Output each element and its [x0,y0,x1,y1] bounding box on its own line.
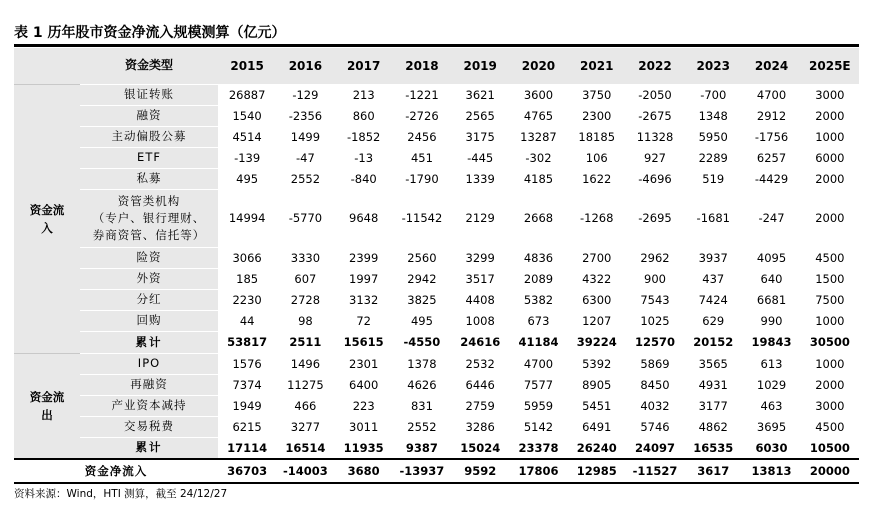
table-cell: 3177 [684,395,742,416]
table-row [14,353,859,374]
row-label: 主动偏股公募 [80,126,218,147]
table-cell: 2560 [393,247,451,268]
row-label: IPO [80,353,218,374]
row-label: 险资 [80,247,218,268]
table-cell: -1268 [568,189,626,247]
table-cell: 24616 [451,331,509,353]
header-year: 2022 [626,48,684,84]
table-cell: 213 [335,84,393,105]
table-cell: 26887 [218,84,276,105]
table-cell: 4408 [451,289,509,310]
table-cell: 2565 [451,105,509,126]
table-cell: 19843 [742,331,800,353]
table-cell: 20000 [801,459,859,483]
table-cell: -2356 [276,105,334,126]
table-cell: 6300 [568,289,626,310]
table-cell: 1499 [276,126,334,147]
table-cell: 613 [742,353,800,374]
table-cell: 3825 [393,289,451,310]
row-label: 外资 [80,268,218,289]
table-cell: -700 [684,84,742,105]
table-cell: 463 [742,395,800,416]
table-cell: 1622 [568,168,626,189]
table-cell: 6257 [742,147,800,168]
table-cell: 11935 [335,437,393,459]
table-cell: 5950 [684,126,742,147]
table-cell: -14003 [276,459,334,483]
table-cell: 5392 [568,353,626,374]
table-cell: -1756 [742,126,800,147]
total-row [14,437,859,459]
table-cell: 41184 [509,331,567,353]
table-cell: 2129 [451,189,509,247]
table-cell: 6000 [801,147,859,168]
total-row [14,331,859,353]
table-cell: 3937 [684,247,742,268]
table-cell: 2668 [509,189,567,247]
row-label: 银证转账 [80,84,218,105]
table-cell: 2301 [335,353,393,374]
table-cell: 5746 [626,416,684,437]
table-cell: 5382 [509,289,567,310]
table-row [14,374,859,395]
table-cell: 990 [742,310,800,331]
table-cell: -2726 [393,105,451,126]
table-cell: 1008 [451,310,509,331]
table-row [14,147,859,168]
table-cell: -2050 [626,84,684,105]
row-label: 分红 [80,289,218,310]
row-label: 产业资本减持 [80,395,218,416]
table-cell: -13937 [393,459,451,483]
table-cell: 106 [568,147,626,168]
table-cell: 11275 [276,374,334,395]
table-cell: 7424 [684,289,742,310]
table-cell: -2695 [626,189,684,247]
table-cell: 1496 [276,353,334,374]
header-year: 2016 [276,48,334,84]
table-cell: 4185 [509,168,567,189]
table-cell: 3617 [684,459,742,483]
table-cell: 466 [276,395,334,416]
table-cell: 2000 [801,105,859,126]
table-cell: 1207 [568,310,626,331]
row-label: 私募 [80,168,218,189]
table-cell: 20152 [684,331,742,353]
table-cell: 7577 [509,374,567,395]
table-cell: 437 [684,268,742,289]
table-cell: -13 [335,147,393,168]
table-cell: 4322 [568,268,626,289]
table-row [14,416,859,437]
table-cell: 2456 [393,126,451,147]
table-cell: 4700 [742,84,800,105]
table-cell: 23378 [509,437,567,459]
table-cell: 3600 [509,84,567,105]
header-label: 资金类型 [80,48,218,84]
table-cell: 4700 [509,353,567,374]
table-cell: 629 [684,310,742,331]
header-year: 2018 [393,48,451,84]
table-cell: 24097 [626,437,684,459]
table-cell: 12985 [568,459,626,483]
table-cell: -129 [276,84,334,105]
table-cell: 3330 [276,247,334,268]
header-year: 2021 [568,48,626,84]
table-row [14,168,859,189]
table-cell: 5959 [509,395,567,416]
table-cell: 640 [742,268,800,289]
table-cell: 4626 [393,374,451,395]
table-cell: -139 [218,147,276,168]
table-cell: 2759 [451,395,509,416]
table-cell: 1029 [742,374,800,395]
table-row [14,247,859,268]
table-cell: 3565 [684,353,742,374]
row-label-line: 资管类机构 [117,193,181,208]
table-row [14,105,859,126]
table-cell: 2511 [276,331,334,353]
table-cell: 1025 [626,310,684,331]
table-cell: 2089 [509,268,567,289]
table-cell: -445 [451,147,509,168]
table-cell: 607 [276,268,334,289]
table-cell: 3680 [335,459,393,483]
row-label-line: 券商资管、信托等） [92,227,206,242]
group-label-line: 资金流 [29,389,65,404]
table-cell: 1949 [218,395,276,416]
table-cell: 3517 [451,268,509,289]
table-cell: 2962 [626,247,684,268]
table-cell: 36703 [218,459,276,483]
table-cell: 98 [276,310,334,331]
table-cell: -4550 [393,331,451,353]
table-cell: -2675 [626,105,684,126]
table-cell: 6491 [568,416,626,437]
table-cell: 2552 [276,168,334,189]
table-cell: 16535 [684,437,742,459]
table-cell: 495 [218,168,276,189]
table-cell: 18185 [568,126,626,147]
table-cell: 927 [626,147,684,168]
table-cell: 860 [335,105,393,126]
header-year: 2017 [335,48,393,84]
table-cell: 26240 [568,437,626,459]
table-cell: 12570 [626,331,684,353]
table-cell: 2000 [801,189,859,247]
table-cell: 1000 [801,353,859,374]
table-cell: 3750 [568,84,626,105]
table-cell: 14994 [218,189,276,247]
header-year: 2015 [218,48,276,84]
header-year: 2019 [451,48,509,84]
table-cell: -247 [742,189,800,247]
net-label: 资金净流入 [14,459,218,483]
table-cell: 44 [218,310,276,331]
table-cell: 4500 [801,247,859,268]
table-cell: -5770 [276,189,334,247]
table-cell: 4032 [626,395,684,416]
group-label-line: 资金流 [29,202,65,217]
table-cell: 13813 [742,459,800,483]
table-cell: 2942 [393,268,451,289]
group-label-line: 出 [41,407,53,422]
table-cell: 9592 [451,459,509,483]
header-corner [14,48,80,84]
table-cell: 2289 [684,147,742,168]
table-cell: -4696 [626,168,684,189]
table-cell: -47 [276,147,334,168]
table-cell: 2230 [218,289,276,310]
table-cell: 6030 [742,437,800,459]
table-cell: 451 [393,147,451,168]
table-cell: 13287 [509,126,567,147]
table-cell: 8905 [568,374,626,395]
row-label: 交易税费 [80,416,218,437]
table-cell: 3286 [451,416,509,437]
table-cell: -1681 [684,189,742,247]
table-row [14,395,859,416]
table-cell: 5451 [568,395,626,416]
table-cell: 39224 [568,331,626,353]
table-cell: 6681 [742,289,800,310]
table-cell: 10500 [801,437,859,459]
table-cell: 1540 [218,105,276,126]
table-cell: 4836 [509,247,567,268]
table-cell: 3000 [801,395,859,416]
table-cell: 9387 [393,437,451,459]
table-cell: 3277 [276,416,334,437]
table-cell: 3175 [451,126,509,147]
table-cell: 4514 [218,126,276,147]
table-cell: -11542 [393,189,451,247]
table-cell: 3066 [218,247,276,268]
table-row [14,126,859,147]
table-cell: 831 [393,395,451,416]
table-cell: 1000 [801,126,859,147]
table-cell: 1348 [684,105,742,126]
table-cell: 2000 [801,168,859,189]
source-note: 资料来源：Wind，HTI 测算，截至 24/12/27 [14,488,228,500]
table-cell: 1997 [335,268,393,289]
table-cell: -11527 [626,459,684,483]
table-cell: 8450 [626,374,684,395]
row-label: 再融资 [80,374,218,395]
table-cell: 2000 [801,374,859,395]
row-label: ETF [80,147,218,168]
header-row [14,48,859,84]
table-cell: -840 [335,168,393,189]
table-cell: 4095 [742,247,800,268]
fund-flow-table [14,48,859,484]
inflow-group-label [14,84,80,353]
table-cell: 2552 [393,416,451,437]
table-cell: 185 [218,268,276,289]
table-row [14,289,859,310]
table-cell: 4931 [684,374,742,395]
table-cell: 1378 [393,353,451,374]
table-cell: 15024 [451,437,509,459]
table-cell: 9648 [335,189,393,247]
table-cell: 3000 [801,84,859,105]
table-cell: -1790 [393,168,451,189]
table-cell: 15615 [335,331,393,353]
table-cell: 11328 [626,126,684,147]
table-cell: 4765 [509,105,567,126]
table-cell: 3011 [335,416,393,437]
table-cell: -1852 [335,126,393,147]
table-cell: 1339 [451,168,509,189]
table-row [14,84,859,105]
table-cell: 1576 [218,353,276,374]
table-cell: 17114 [218,437,276,459]
table-cell: 900 [626,268,684,289]
total-label: 累计 [80,437,218,459]
table-cell: 5142 [509,416,567,437]
table-cell: 3621 [451,84,509,105]
table-cell: 16514 [276,437,334,459]
table-cell: 1500 [801,268,859,289]
table-cell: 519 [684,168,742,189]
header-year: 2025E [801,48,859,84]
table-cell: 4500 [801,416,859,437]
table-cell: 72 [335,310,393,331]
table-cell: 673 [509,310,567,331]
table-cell: 6215 [218,416,276,437]
table-row [14,189,859,247]
table-cell: 7500 [801,289,859,310]
table-cell: 223 [335,395,393,416]
table-cell: 6400 [335,374,393,395]
table-cell: 17806 [509,459,567,483]
table-cell: -302 [509,147,567,168]
table-row [14,268,859,289]
row-label [80,189,218,247]
table-cell: 495 [393,310,451,331]
table-cell: -1221 [393,84,451,105]
table-cell: 1000 [801,310,859,331]
table-title: 表 1 历年股市资金净流入规模测算（亿元） [14,25,286,41]
header-year: 2023 [684,48,742,84]
table-cell: 2728 [276,289,334,310]
row-label-line: （专户、银行理财、 [92,210,206,225]
header-year: 2024 [742,48,800,84]
table-cell: -4429 [742,168,800,189]
table-cell: 2399 [335,247,393,268]
row-label: 融资 [80,105,218,126]
table-cell: 3695 [742,416,800,437]
table-cell: 2532 [451,353,509,374]
table-cell: 6446 [451,374,509,395]
row-label: 回购 [80,310,218,331]
table-cell: 2300 [568,105,626,126]
group-label-line: 入 [41,220,53,235]
table-cell: 7543 [626,289,684,310]
table-cell: 5869 [626,353,684,374]
table-cell: 3132 [335,289,393,310]
total-label: 累计 [80,331,218,353]
table-cell: 2700 [568,247,626,268]
table-cell: 3299 [451,247,509,268]
table-cell: 4862 [684,416,742,437]
outflow-group-label [14,353,80,459]
table-cell: 53817 [218,331,276,353]
table-row [14,310,859,331]
net-inflow-row [14,459,859,483]
header-year: 2020 [509,48,567,84]
table-cell: 2912 [742,105,800,126]
table-cell: 30500 [801,331,859,353]
top-rule [14,44,859,47]
table-cell: 7374 [218,374,276,395]
